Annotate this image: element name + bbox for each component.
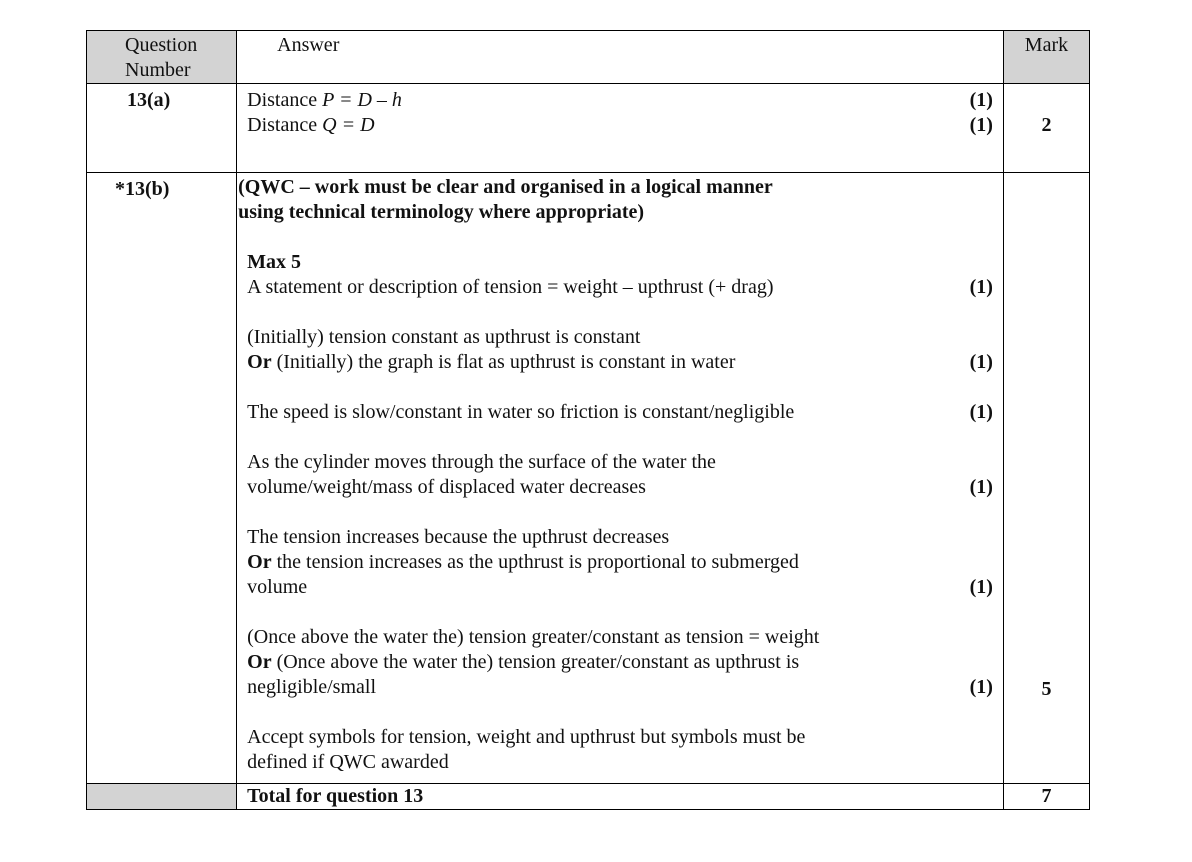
marking-point-text: (Once above the water the) tension greater/constant as tension = weight [247,626,820,648]
answer-line [247,113,993,138]
question-13a-answer [237,84,1004,173]
line-mark: (1) [969,276,993,298]
answer-expression: Q = D [322,114,375,136]
header-row [87,31,1090,84]
max-marks-label: Max 5 [247,251,302,273]
answer-prefix: Distance [247,114,323,136]
line-mark: (1) [969,676,993,698]
line-mark: (1) [969,114,993,136]
line-mark: (1) [969,401,993,423]
guidance-note: Accept symbols for tension, weight and upthrust but symbols must be [247,726,806,748]
line-mark: (1) [969,351,993,373]
header-answer-text: Answer [277,34,340,56]
qwc-note: (QWC – work must be clear and organised in a logical manner [238,176,773,198]
question-13a-total: 2 [1041,113,1052,136]
answer-text [247,113,374,138]
question-13a-number: 13(a) [87,84,237,173]
header-mark [1003,31,1089,84]
marking-point-text: volume/weight/mass of displaced water decreases [247,476,646,498]
total-mark: 7 [1003,784,1089,810]
or-label: Or [247,551,272,573]
answer-prefix: Distance [247,89,323,111]
or-label: Or [247,351,272,373]
answer-expression: P = D – h [322,89,402,111]
qwc-note: using technical terminology where appropriate) [238,201,645,223]
marking-point-text: negligible/small [247,676,377,698]
marking-point [247,275,993,300]
total-row [87,784,1090,810]
question-13a-row [87,84,1090,173]
total-spacer [87,784,237,810]
marking-point-text: The speed is slow/constant in water so friction is constant/negligible [247,401,795,423]
marking-point [247,400,993,425]
answer-line [247,88,993,113]
header-answer [237,31,1004,84]
marking-point-text: As the cylinder moves through the surface of the water the [247,451,716,473]
marking-point [247,575,993,600]
marking-point-text: (Initially) tension constant as upthrust is constant [247,326,641,348]
marking-point-text: (Once above the water the) tension greater/constant as upthrust is [271,651,800,673]
marking-point-text [247,650,993,675]
question-13b-number: *13(b) [87,173,237,784]
header-question-number-text: Question Number [125,34,198,81]
marking-point-text: volume [247,576,308,598]
line-mark: (1) [969,89,993,111]
answer-text [247,88,402,113]
question-13b-total: 5 [1041,678,1052,700]
marking-point [247,475,993,500]
total-label: Total for question 13 [237,784,1004,810]
marking-point-text [247,550,993,575]
marking-point [247,350,993,375]
or-label: Or [247,651,272,673]
marking-point-text: the tension increases as the upthrust is proportional to submerged [271,551,799,573]
question-13b-answer [237,173,1004,784]
marking-point-text: A statement or description of tension = weight – upthrust (+ drag) [247,276,774,298]
question-13b-mark [1003,173,1089,784]
marking-point-text [247,350,735,375]
question-13b-row [87,173,1090,784]
line-mark: (1) [969,476,993,498]
question-13a-mark [1003,84,1089,173]
marking-point-text: The tension increases because the upthrust decreases [247,526,670,548]
marking-point-text: (Initially) the graph is flat as upthrust is constant in water [271,351,736,373]
header-mark-text: Mark [1024,34,1069,56]
marking-point [247,675,993,700]
line-mark: (1) [969,576,993,598]
header-question-number [87,31,237,84]
mark-scheme-table [86,30,1090,810]
guidance-note: defined if QWC awarded [247,751,449,773]
